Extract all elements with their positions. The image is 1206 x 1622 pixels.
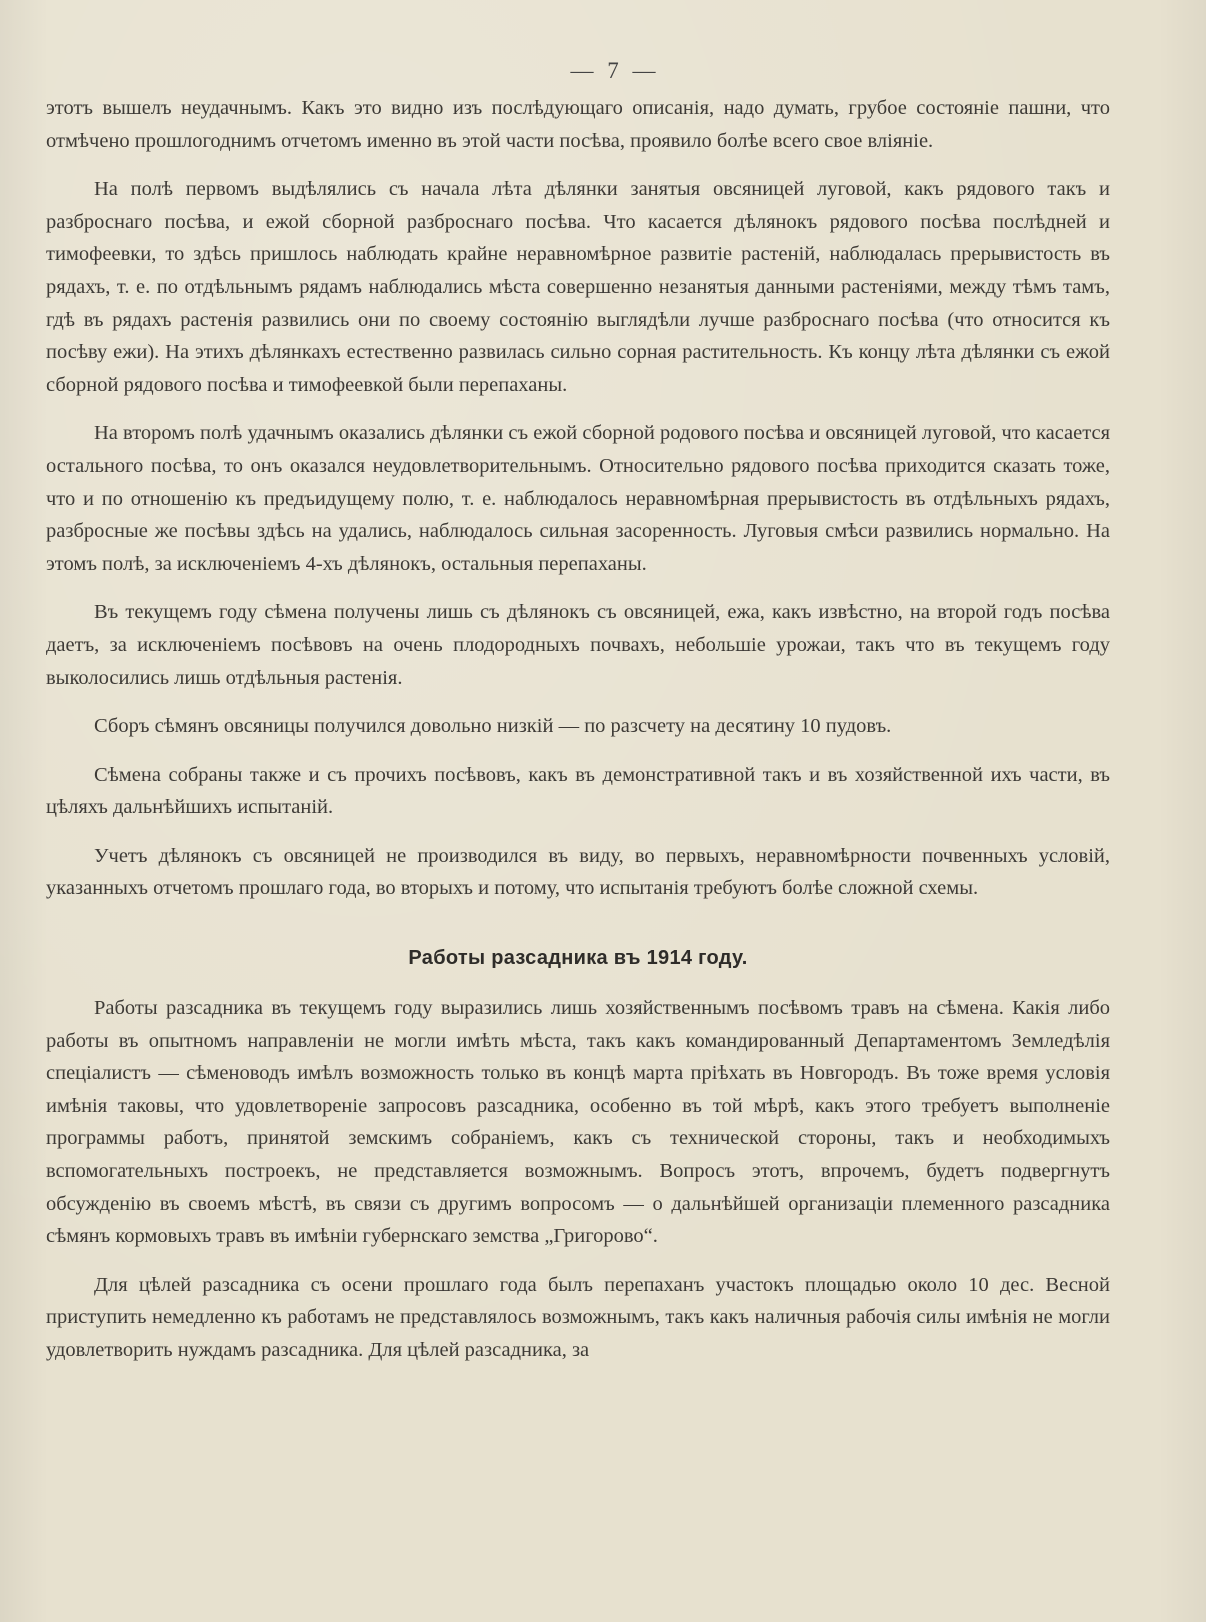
paragraph-plot-accounting: Учетъ дѣлянокъ съ овсяницей не производился въ виду, во первыхъ, неравномѣрности почвенныхъ условій, указанныхъ отчетомъ прошлаго года, во вторыхъ и потому, что испытанія требуютъ болѣе сложной схемы.: [46, 844, 1110, 900]
paragraph-continuation: этотъ вышелъ неудачнымъ. Какъ это видно изъ послѣдующаго описанія, надо думать, грубое состояніе пашни, что отмѣчено прошлогоднимъ отчетомъ именно въ этой части посѣва, проявило болѣе всего свое вліяніе.: [46, 97, 1110, 152]
paragraph-seed-harvest: Сборъ сѣмянъ овсяницы получился довольно низкій — по разсчету на десятину 10 пудовъ.: [94, 715, 892, 738]
paragraph-nursery-plot: Для цѣлей разсадника съ осени прошлаго года былъ перепаханъ участокъ площадью около 10 дес. Весной приступить немедленно къ работамъ не представлялось возможнымъ, такъ какъ наличныя рабочія силы имѣнія не могли удовлетворить нуждамъ разсадника. Для цѣлей разсадника, за: [46, 1273, 1110, 1361]
page-number: — 7 —: [570, 58, 660, 83]
paragraph-nursery-works: Работы разсадника въ текущемъ году выразились лишь хозяйственнымъ посѣвомъ травъ на сѣмена. Какія либо работы въ опытномъ направленіи не могли имѣть мѣста, такъ какъ командированный Департаментомъ Земледѣлія спеціалистъ — сѣменоводъ имѣлъ возможность только въ концѣ марта пріѣхать въ Новгородъ. Въ тоже время условія имѣнія таковы, что удовлетвореніе запросовъ разсадника, особенно въ той мѣрѣ, какъ этого требуетъ выполненіе программы работъ, принятой земскимъ собраніемъ, какъ съ технической стороны, такъ и необходимыхъ вспомогательныхъ построекъ, не представляется возможнымъ. Вопросъ этотъ, впрочемъ, будетъ подвергнутъ обсужденію въ своемъ мѣстѣ, въ связи съ другимъ вопросомъ — о дальнѣйшей организаціи племенного разсадника сѣмянъ кормовыхъ травъ въ имѣніи губернскаго земства „Григорово“.: [46, 997, 1110, 1248]
paragraph-seeds-collected: Сѣмена собраны также и съ прочихъ посѣвовъ, какъ въ демонстративной такъ и въ хозяйственной ихъ части, въ цѣляхъ дальнѣйшихъ испытаній.: [46, 763, 1110, 819]
paragraph-field-one: На полѣ первомъ выдѣлялись съ начала лѣта дѣлянки занятыя овсяницей луговой, какъ рядового такъ и разброснаго посѣва, и ежой сборной разброснаго посѣва. Что касается дѣлянокъ рядового посѣва послѣдней и тимофеевки, то здѣсь пришлось наблюдать крайне неравномѣрное развитіе растеній, наблюдалась прерывистость въ рядахъ, т. е. по отдѣльнымъ рядамъ наблюдались мѣста совершенно незанятыя данными растеніями, между тѣмъ тамъ, гдѣ въ рядахъ растенія развились они по своему состоянію выглядѣли лучше разброснаго посѣва (что относится къ посѣву ежи). На этихъ дѣлянкахъ естественно развилась сильно сорная растительность. Къ концу лѣта дѣлянки съ ежой сборной рядового посѣва и тимофеевкой были перепаханы.: [46, 178, 1110, 396]
paragraph-seeds-obtained: Въ текущемъ году сѣмена получены лишь съ дѣлянокъ съ овсяницей, ежа, какъ извѣстно, на второй годъ посѣва даетъ, за исключеніемъ посѣвовъ на очень плодородныхъ почвахъ, небольшіе урожаи, такъ что въ текущемъ году выколосились лишь отдѣльныя растенія.: [46, 601, 1110, 689]
paragraph-field-two: На второмъ полѣ удачнымъ оказались дѣлянки съ ежой сборной родового посѣва и овсяницей луговой, что касается остального посѣва, то онъ оказался неудовлетворительнымъ. Относительно рядового посѣва приходится сказать тоже, что и по отношенію къ предъидущему полю, т. е. наблюдалось неравномѣрная прерывистость въ отдѣльныхъ рядахъ, разбросные же посѣвы здѣсь на удались, наблюдалось сильная засоренность. Луговыя смѣси развились нормально. На этомъ полѣ, за исключеніемъ 4-хъ дѣлянокъ, остальныя перепаханы.: [46, 422, 1110, 575]
section-title: Работы разсадника въ 1914 году.: [408, 947, 748, 970]
